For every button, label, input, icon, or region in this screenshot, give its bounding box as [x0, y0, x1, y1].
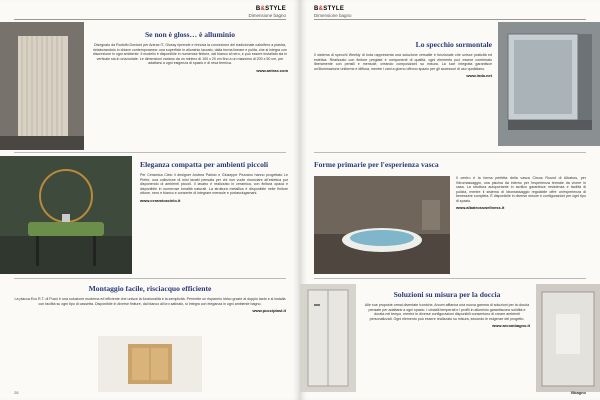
mirror-photo — [498, 22, 600, 146]
article-antrax — [92, 30, 288, 73]
article-title: Soluzioni su misura per la doccia — [393, 290, 501, 299]
article-title: Se non è gloss… è alluminio — [144, 30, 236, 39]
brand-logo: B&STYLE — [255, 6, 286, 12]
shower-illustration — [300, 284, 356, 392]
article-body: Alle sue proposte ormai diventate iconiche, Arcom affianca una nuova gamma di soluzioni per la doccia pensate per adattarsi a ogni spazio. I cristalli temperati e i profili in alluminio garantiscono solidità e durata nel tempo, mentre le diverse configurazioni disponibili consentono di creare ambienti personalizzati. Ogni elemento può essere realizzato su misura, secondo le esigenze del progetto. — [364, 303, 530, 321]
article-title: Montaggio facile, risciacquo efficiente — [88, 284, 212, 293]
page-number: 28 — [14, 390, 19, 395]
bathtub-illustration — [314, 176, 450, 274]
page-header — [14, 6, 286, 20]
article-body: La placca Evo R.T. di Pucci è una soluzione moderna ed efficiente che unisce la funzionalità e la semplicità. Permette un risparmio idrico grazie al doppio tasto e si installa con facilità su ogni tipo di cassetta. Disponibile in diverse finiture, dal bianco all'oro satinato, si integra con eleganza in ogni ambiente bagno. — [14, 297, 286, 306]
article-ceramica-cielo — [140, 160, 288, 203]
divider — [14, 278, 286, 279]
article-body: Disegnato da Rodolfo Dordoni per Antrax IT, Glossy riprende e rinnova la concezione del tradizionale calorifero a piastra, rielaborandolo in chiave contemporanea: una superficie in alluminio laccato, dalla forma lineare e pulita, che si integra con discrezione in ogni ambiente. Il modello è disponibile in numerose finiture, dal bianco al nero, e può essere installato sia in verticale sia in orizzontale. Le dimensioni variano da un minimo di 100 x 20 cm fino a un massimo di 200 x 50 cm, per adattarsi a ogni esigenza di spazio e di resa termica. — [92, 43, 288, 65]
page-header — [314, 6, 586, 20]
shower-enclosure-photo — [536, 284, 600, 392]
article-url[interactable]: www.ceramicacielo.it — [140, 197, 181, 203]
article-url[interactable]: www.pucciplast.it — [252, 308, 286, 313]
article-albatros — [314, 160, 586, 173]
radiator-photo — [0, 22, 84, 150]
radiator-illustration — [0, 22, 84, 150]
washbasin-photo — [0, 156, 132, 274]
article-url[interactable]: www.inda.net — [466, 73, 492, 78]
article-inda — [314, 40, 492, 78]
shower-photo — [300, 284, 356, 392]
article-pucci — [14, 284, 286, 313]
flush-plate-photo — [98, 336, 202, 392]
divider — [314, 152, 586, 153]
article-albatros-text — [456, 176, 586, 210]
article-url[interactable]: www.antrax.com — [256, 67, 288, 73]
section-label: Dimensione bagno — [314, 13, 352, 18]
article-body: Il centro è la forma perfetta della vasca Circus Round di Albatros, per l'idromassaggio, una piscina da interno per l'esperienza termale da vivere in casa. La struttura autoportante in acrilico garantisce resistenza e facilità di pulizia, mentre il sistema di idromassaggio regolabile offre un'esperienza di benessere completa. È disponibile in diverse misure e configurazioni per ogni tipo di spazio. — [456, 176, 586, 203]
washbasin-illustration — [0, 156, 132, 274]
right-page — [300, 0, 600, 400]
bathtub-photo — [314, 176, 450, 274]
article-url[interactable]: www.arcombagno.it — [492, 323, 530, 328]
article-body: Per Ceramica Cielo il designer Andrea Parisio e Giuseppe Pezzano hanno progettato Le Pietre, una collezione di mini lavabi pensata per chi non vuole rinunciare all'estetica pur disponendo di ambienti piccoli. Il lavabo è realizzato in ceramica, con finitura opaca e disponibile in numerose tonalità naturali. La struttura metallica è disponibile nelle finiture ottone, nero e bianco e consente di integrare mensole e portasciugamani. — [140, 173, 288, 195]
article-body: Il sistema di specchi Weekly di Inda rappresenta una soluzione versatile e funzionale che unisce praticità ed estetica. Realizzato con finiture pregiate e componenti di qualità, ogni elemento può essere combinato liberamente con pensili e mensole, creando composizioni su misura. La luce integrata garantisce un'illuminazione uniforme e diffusa, mentre i vani a giorno offrono spazio per gli accessori di uso quotidiano. — [314, 53, 492, 71]
article-title: Forme primarie per l'esperienza vasca — [314, 160, 439, 169]
article-title: Lo specchio sormontale — [415, 40, 492, 49]
article-url[interactable]: www.albatrosswellness.it — [456, 205, 505, 210]
divider — [14, 152, 286, 153]
footer-brand: Bbagno — [571, 390, 586, 395]
article-title: Eleganza compatta per ambienti piccoli — [140, 160, 269, 169]
header-divider — [14, 19, 286, 20]
divider — [314, 278, 586, 279]
header-divider — [314, 19, 586, 20]
flush-plate-illustration — [98, 336, 202, 392]
mirror-illustration — [498, 22, 600, 146]
brand-logo: B&STYLE — [314, 6, 345, 12]
shower-enclosure-illustration — [536, 284, 600, 392]
article-arcom — [364, 290, 530, 328]
section-label: Dimensione bagno — [248, 13, 286, 18]
